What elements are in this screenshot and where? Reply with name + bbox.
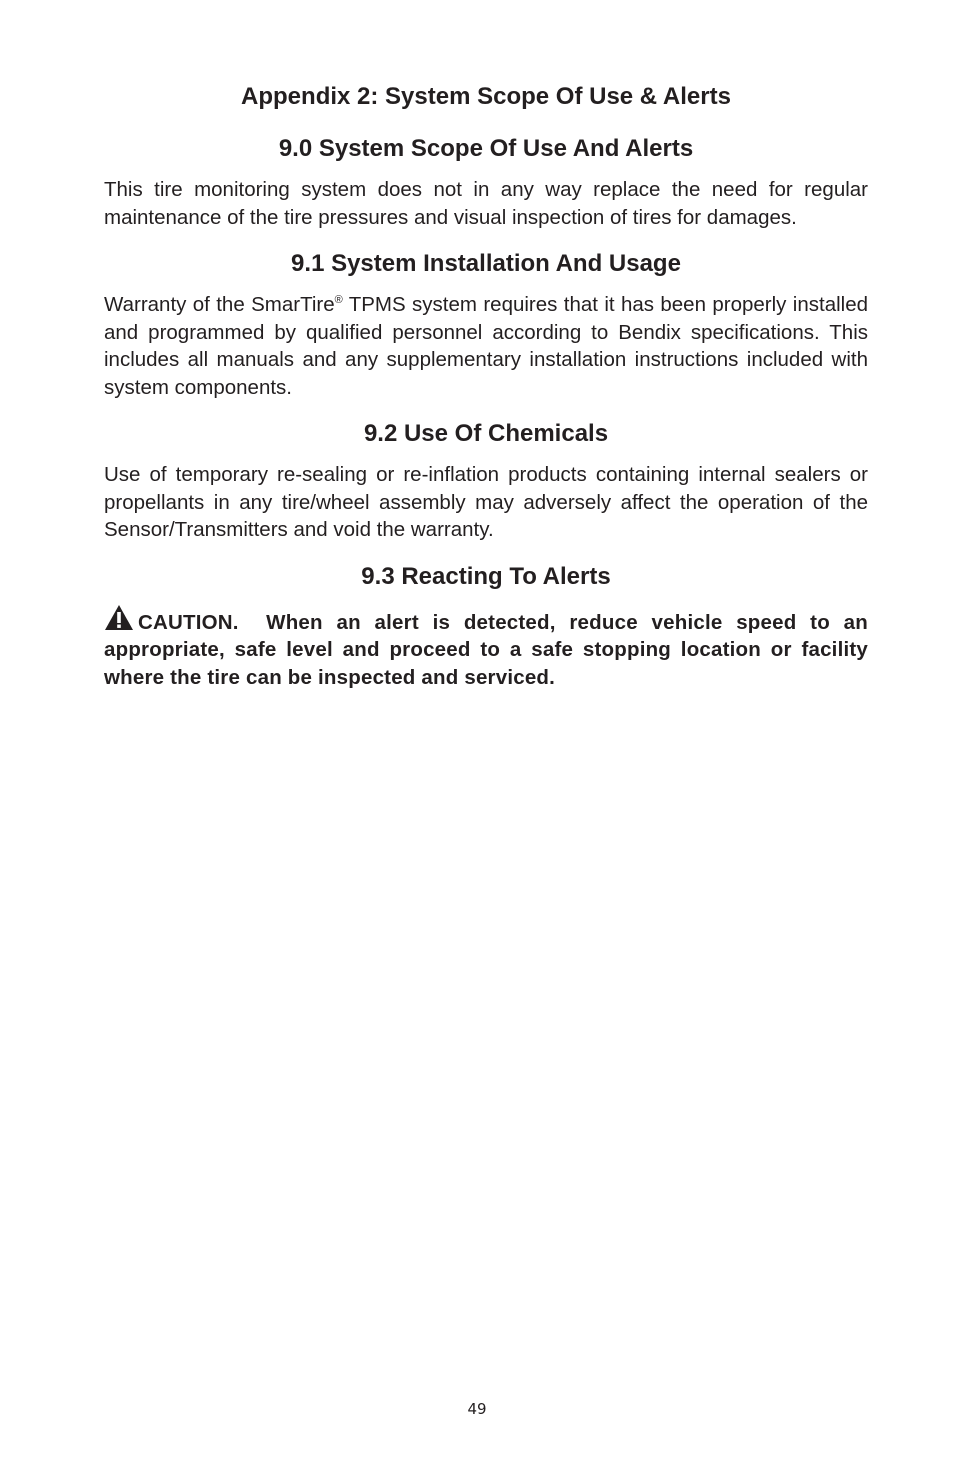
- section-heading-9-0: 9.0 System Scope Of Use And Alerts: [278, 135, 694, 162]
- document-page: [104, 78, 874, 705]
- section-heading-9-1: 9.1 System Installation And Usage: [291, 250, 681, 277]
- body-text-start: Warranty of the SmarTire: [104, 293, 335, 316]
- section-body-9-1: [104, 291, 868, 401]
- warning-triangle-icon: [104, 604, 134, 631]
- section-body-9-0: This tire monitoring system does not in any way replace the need for regular maintenance of the tire pressures and visual inspection of tires for damages.: [104, 178, 868, 229]
- caution-text: When an alert is detected, reduce vehicle speed to an appropriate, safe level and proceed to a safe stopping location or facility where the tire can be inspected and serviced.: [104, 610, 874, 689]
- caution-paragraph: [104, 604, 874, 692]
- page-number: 49: [467, 1400, 487, 1418]
- section-heading-9-2: 9.2 Use Of Chemicals: [363, 420, 609, 447]
- section-body-9-2: Use of temporary re-sealing or re-inflation products containing internal sealers or propellants in any tire/wheel assembly may adversely affect the operation of the Sensor/Transmitters and void the warranty.: [104, 463, 868, 541]
- registered-mark: ®: [334, 294, 343, 307]
- appendix-title: Appendix 2: System Scope Of Use & Alerts: [241, 83, 731, 110]
- caution-label: CAUTION.: [138, 610, 239, 634]
- section-heading-9-3: 9.3 Reacting To Alerts: [361, 562, 611, 590]
- body-text-end: TPMS system requires that it has been properly installed and programmed by qualified personnel according to Bendix specifications. This includes all manuals and any supplementary installation instructions included with system components.: [104, 293, 869, 399]
